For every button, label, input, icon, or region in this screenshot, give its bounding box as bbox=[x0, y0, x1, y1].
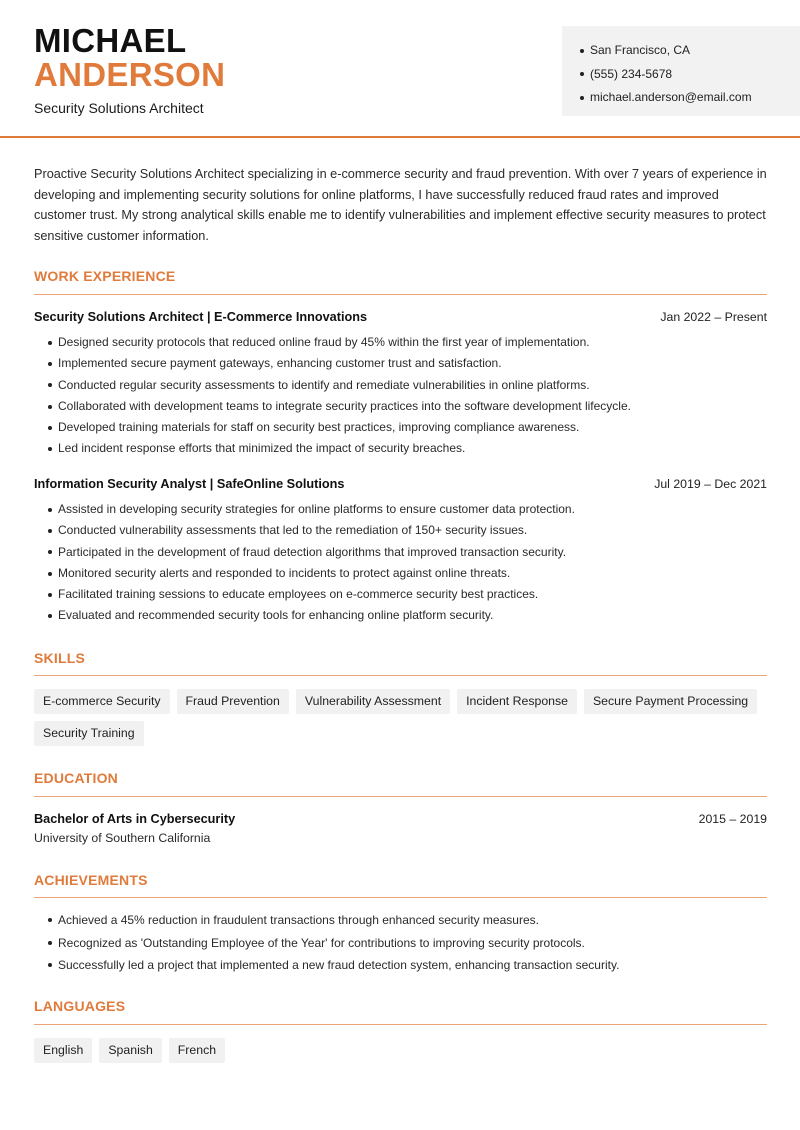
bullet-icon bbox=[48, 941, 52, 945]
language-tag: French bbox=[169, 1038, 225, 1063]
bullet-icon bbox=[48, 341, 52, 345]
list-item: Evaluated and recommended security tools for enhancing online platform security. bbox=[34, 605, 774, 626]
achievement-bullets bbox=[34, 909, 774, 977]
skill-tag: E-commerce Security bbox=[34, 689, 170, 714]
list-item: Facilitated training sessions to educate employees on e-commerce security best practices. bbox=[34, 584, 774, 605]
list-item: Designed security protocols that reduced online fraud by 45% within the first year of implementation. bbox=[34, 332, 774, 353]
skill-tag: Fraud Prevention bbox=[177, 689, 289, 714]
list-item: Monitored security alerts and responded to incidents to protect against online threats. bbox=[34, 563, 774, 584]
list-item: Collaborated with development teams to integrate security practices into the software development lifecycle. bbox=[34, 396, 774, 417]
section-title-skills: SKILLS bbox=[34, 650, 85, 666]
section-divider bbox=[34, 1024, 767, 1025]
list-item: Implemented secure payment gateways, enhancing customer trust and satisfaction. bbox=[34, 353, 774, 374]
list-item: Developed training materials for staff on security best practices, improving compliance awareness. bbox=[34, 417, 774, 438]
contact-phone: (555) 234-5678 bbox=[580, 63, 800, 87]
section-title-education: EDUCATION bbox=[34, 770, 118, 786]
skills-tags bbox=[34, 689, 774, 753]
list-item: Successfully led a project that implemented a new fraud detection system, enhancing transaction security. bbox=[34, 954, 774, 977]
bullet-icon bbox=[48, 963, 52, 967]
bullet-icon bbox=[48, 362, 52, 366]
bullet-icon bbox=[580, 49, 584, 53]
resume-header bbox=[0, 0, 800, 138]
job-dates: Jul 2019 – Dec 2021 bbox=[654, 477, 767, 491]
language-tags bbox=[34, 1038, 774, 1070]
job-title: Information Security Analyst | SafeOnline Solutions bbox=[34, 477, 345, 491]
list-item: Conducted regular security assessments to identify and remediate vulnerabilities in online platforms. bbox=[34, 375, 774, 396]
bullet-icon bbox=[48, 918, 52, 922]
list-item: Led incident response efforts that minimized the impact of security breaches. bbox=[34, 438, 774, 459]
language-tag: Spanish bbox=[99, 1038, 161, 1063]
bullet-icon bbox=[48, 572, 52, 576]
summary-paragraph: Proactive Security Solutions Architect specializing in e-commerce security and fraud prevention. With over 7 years of experience in developing and implementing security solutions for online platforms, I have successfully reduced fraud rates and improved customer trust. My strong analytical skills enable me to identify vulnerabilities and implement effective security measures to protect sensitive customer information. bbox=[34, 167, 767, 244]
education-dates: 2015 – 2019 bbox=[698, 812, 767, 826]
bullet-icon bbox=[580, 96, 584, 100]
bullet-icon bbox=[48, 614, 52, 618]
skill-tag: Security Training bbox=[34, 721, 144, 746]
bullet-icon bbox=[48, 508, 52, 512]
skill-tag: Incident Response bbox=[457, 689, 577, 714]
contact-box bbox=[562, 26, 800, 116]
job-role: Security Solutions Architect bbox=[34, 100, 204, 116]
contact-email: michael.anderson@email.com bbox=[580, 86, 800, 110]
section-title-achievements: ACHIEVEMENTS bbox=[34, 872, 148, 888]
skill-tag: Vulnerability Assessment bbox=[296, 689, 450, 714]
list-item: Achieved a 45% reduction in fraudulent transactions through enhanced security measures. bbox=[34, 909, 774, 932]
contact-location: San Francisco, CA bbox=[580, 39, 800, 63]
bullet-icon bbox=[48, 426, 52, 430]
bullet-icon bbox=[580, 72, 584, 76]
first-name: MICHAEL bbox=[34, 22, 187, 59]
bullet-icon bbox=[48, 529, 52, 533]
skill-tag: Secure Payment Processing bbox=[584, 689, 757, 714]
bullet-icon bbox=[48, 447, 52, 451]
section-divider bbox=[34, 675, 767, 676]
list-item: Assisted in developing security strategies for online platforms to ensure customer data protection. bbox=[34, 499, 774, 520]
job-bullets bbox=[34, 499, 774, 627]
section-title-work: WORK EXPERIENCE bbox=[34, 268, 176, 284]
list-item: Participated in the development of fraud detection algorithms that improved transaction security. bbox=[34, 542, 774, 563]
language-tag: English bbox=[34, 1038, 92, 1063]
section-title-languages: LANGUAGES bbox=[34, 998, 126, 1014]
list-item: Conducted vulnerability assessments that led to the remediation of 150+ security issues. bbox=[34, 520, 774, 541]
bullet-icon bbox=[48, 550, 52, 554]
education-school: University of Southern California bbox=[34, 831, 211, 845]
job-title: Security Solutions Architect | E-Commerce Innovations bbox=[34, 310, 368, 324]
job-bullets bbox=[34, 332, 774, 460]
section-divider bbox=[34, 796, 767, 797]
bullet-icon bbox=[48, 405, 52, 409]
job-dates: Jan 2022 – Present bbox=[660, 310, 767, 324]
list-item: Recognized as 'Outstanding Employee of the Year' for contributions to improving security protocols. bbox=[34, 932, 774, 955]
bullet-icon bbox=[48, 383, 52, 387]
last-name: ANDERSON bbox=[34, 56, 226, 93]
bullet-icon bbox=[48, 593, 52, 597]
education-degree: Bachelor of Arts in Cybersecurity bbox=[34, 812, 236, 826]
section-divider bbox=[34, 897, 767, 898]
section-divider bbox=[34, 294, 767, 295]
